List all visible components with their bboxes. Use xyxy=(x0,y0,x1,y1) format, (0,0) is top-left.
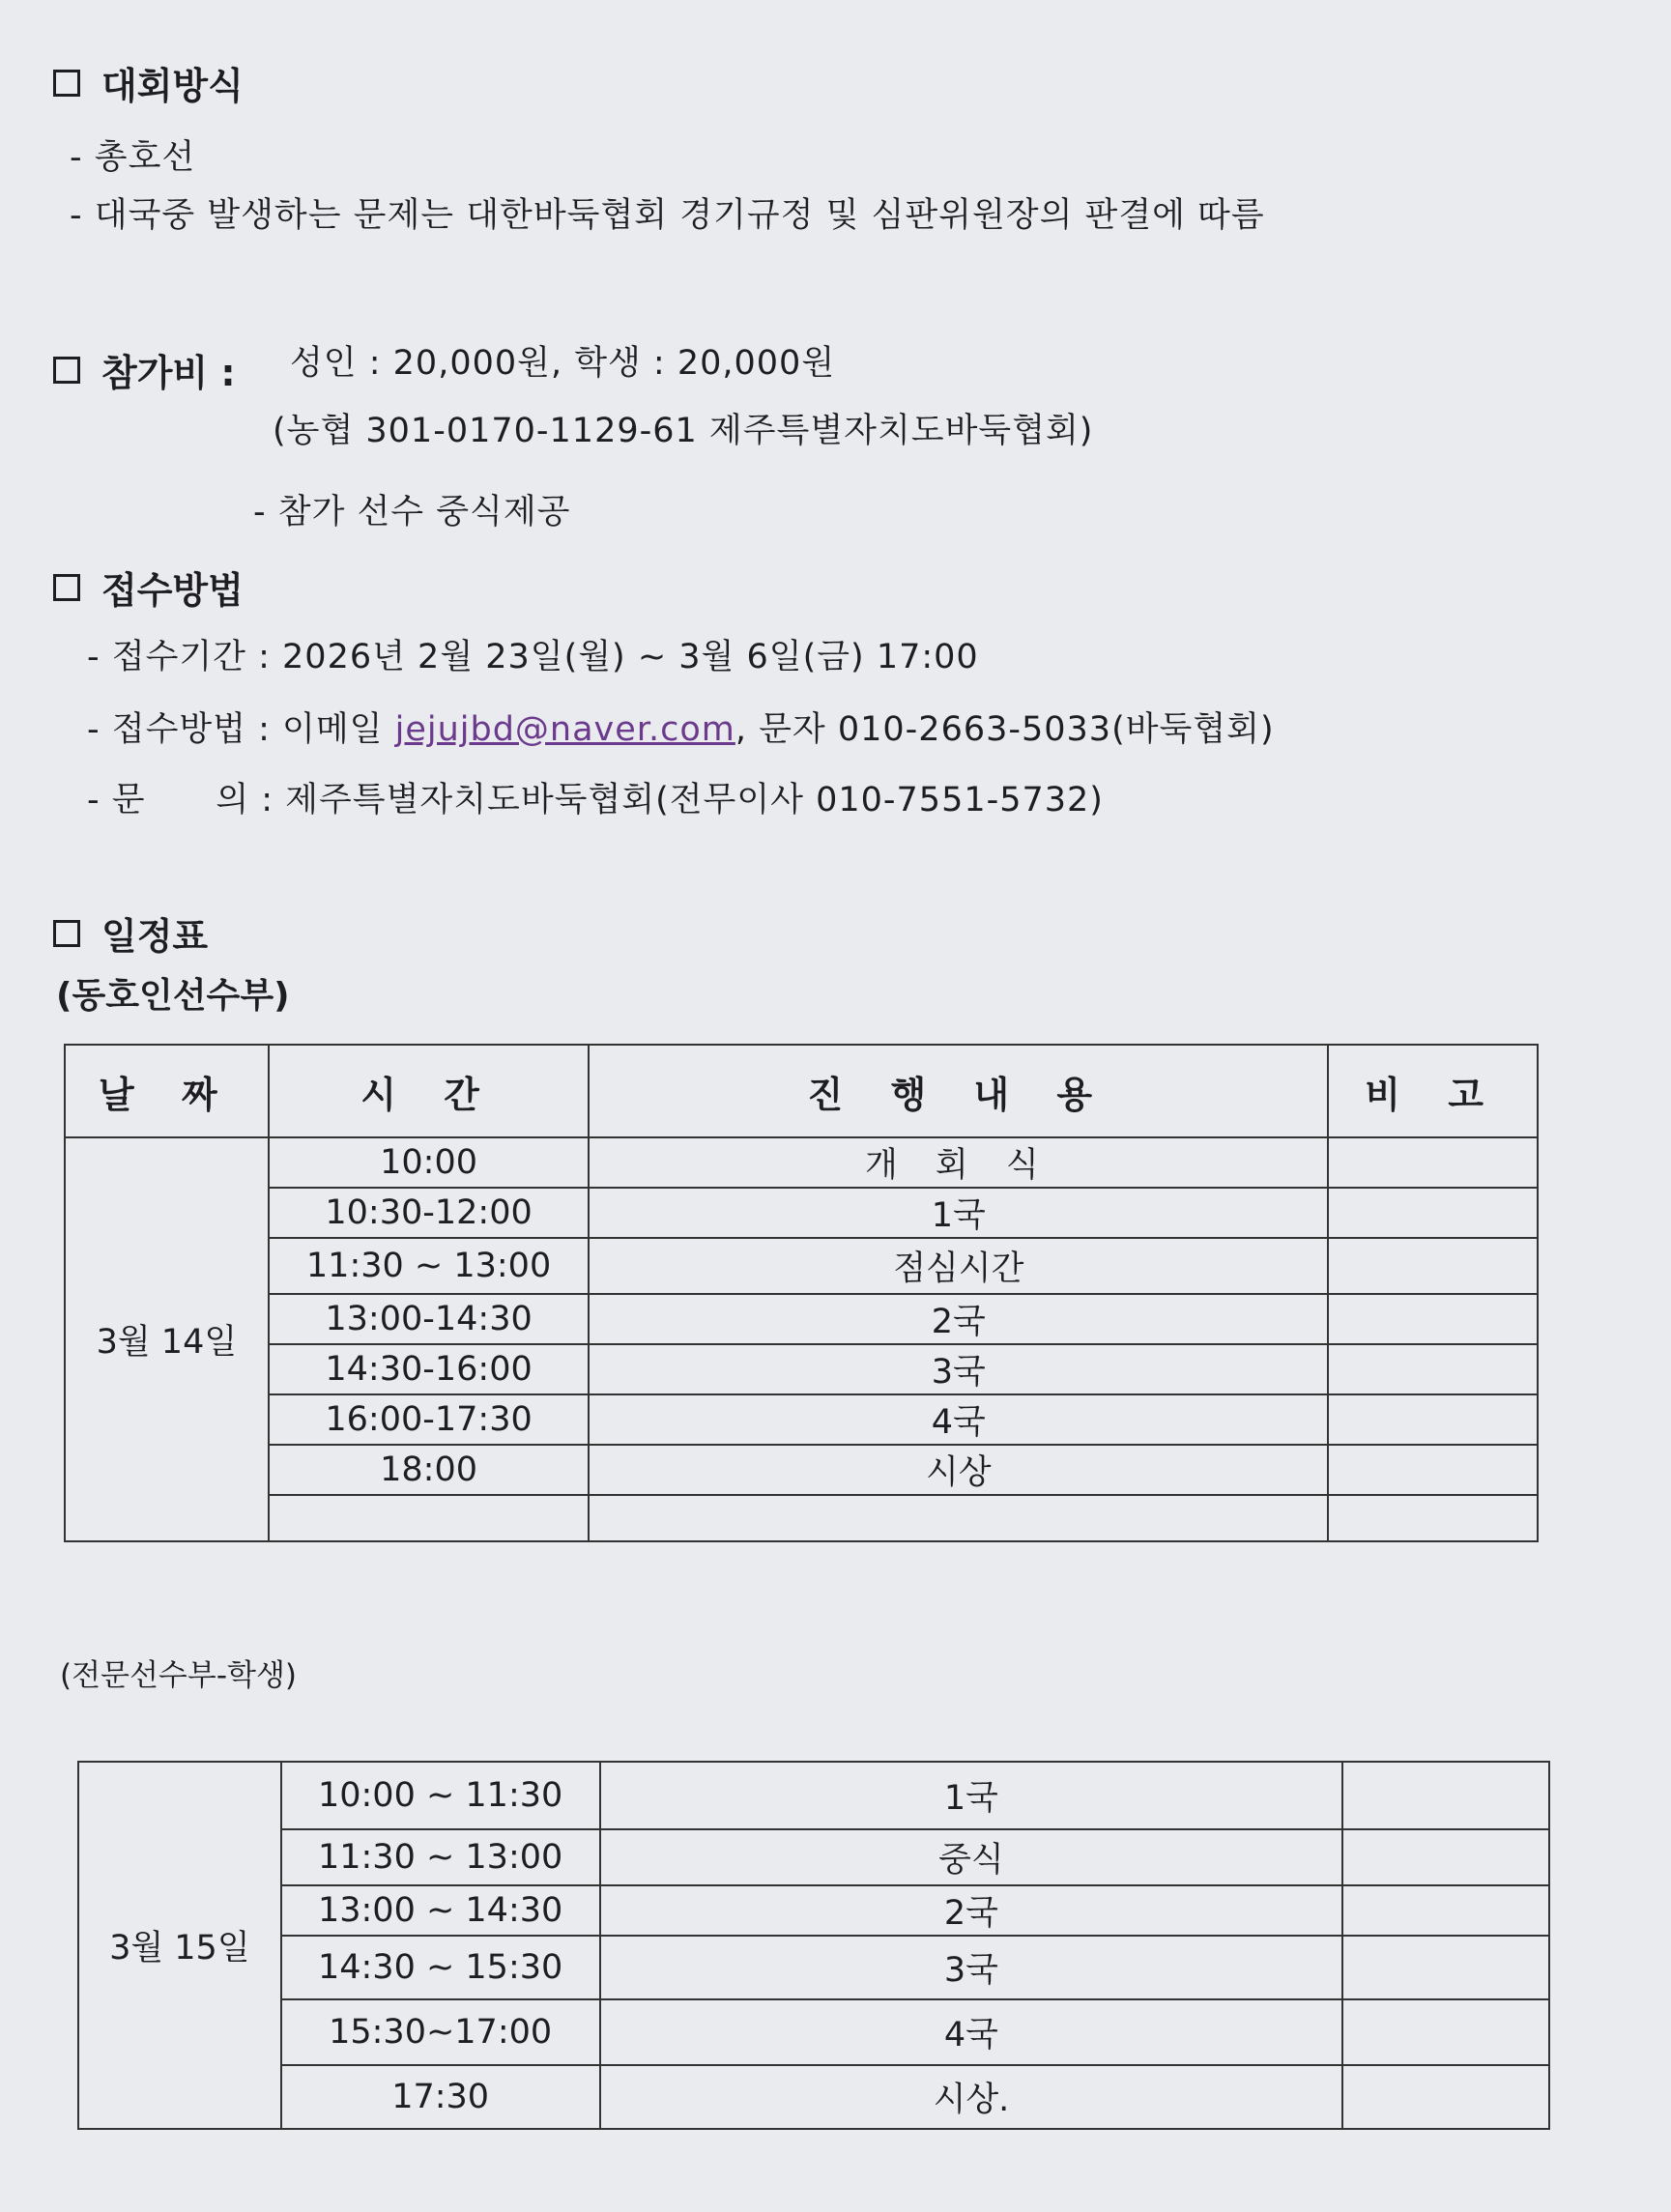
table-row xyxy=(65,1344,1538,1394)
content-cell xyxy=(589,1495,1328,1541)
time-cell: 10:30-12:00 xyxy=(269,1188,590,1238)
note-cell xyxy=(1342,1885,1549,1936)
checkbox-square-icon xyxy=(53,357,80,384)
time-cell: 13:00-14:30 xyxy=(269,1294,590,1344)
checkbox-square-icon xyxy=(53,574,80,601)
note-cell xyxy=(1342,2065,1549,2129)
content-cell: 2국 xyxy=(600,1885,1343,1936)
header-note: 비 고 xyxy=(1328,1045,1538,1137)
table-row xyxy=(65,1495,1538,1541)
time-cell: 18:00 xyxy=(269,1445,590,1495)
table-header-row xyxy=(65,1045,1538,1137)
table-row xyxy=(65,1445,1538,1495)
checkbox-square-icon xyxy=(53,70,80,97)
table-row xyxy=(65,1238,1538,1294)
section-schedule xyxy=(53,906,208,960)
email-link[interactable]: jejujbd@naver.com xyxy=(394,710,735,749)
content-cell: 시상. xyxy=(600,2065,1343,2129)
reception-method xyxy=(87,703,1275,751)
content-cell: 개 회 식 xyxy=(589,1137,1328,1188)
time-cell: 17:30 xyxy=(281,2065,600,2129)
date-cell: 3월 15일 xyxy=(78,1762,281,2129)
time-cell: 10:00 ~ 11:30 xyxy=(281,1762,600,1829)
note-cell xyxy=(1342,1999,1549,2065)
header-content: 진 행 내 용 xyxy=(589,1045,1328,1137)
checkbox-square-icon xyxy=(53,920,80,947)
note-cell xyxy=(1328,1495,1538,1541)
section-schedule-title: 일정표 xyxy=(101,915,209,958)
time-cell: 14:30-16:00 xyxy=(269,1344,590,1394)
time-cell: 15:30~17:00 xyxy=(281,1999,600,2065)
content-cell: 2국 xyxy=(589,1294,1328,1344)
table-row xyxy=(65,1294,1538,1344)
table-row xyxy=(78,1885,1549,1936)
table1-subtitle: (동호인선수부) xyxy=(56,976,290,1016)
fee-value: 성인 : 20,000원, 학생 : 20,000원 xyxy=(290,344,836,383)
time-cell: 11:30 ~ 13:00 xyxy=(281,1829,600,1885)
content-cell: 4국 xyxy=(600,1999,1343,2065)
content-cell: 4국 xyxy=(589,1394,1328,1445)
section-reception xyxy=(53,560,244,614)
note-cell xyxy=(1342,1762,1549,1829)
section-format xyxy=(53,56,244,109)
time-cell: 16:00-17:30 xyxy=(269,1394,590,1445)
section-fee-title: 참가비 : xyxy=(101,352,236,394)
note-cell xyxy=(1342,1829,1549,1885)
table-row xyxy=(78,1829,1549,1885)
content-cell: 3국 xyxy=(600,1936,1343,1999)
note-cell xyxy=(1342,1936,1549,1999)
table-row xyxy=(78,1762,1549,1829)
table-row xyxy=(65,1394,1538,1445)
time-cell: 13:00 ~ 14:30 xyxy=(281,1885,600,1936)
note-cell xyxy=(1328,1344,1538,1394)
time-cell xyxy=(269,1495,590,1541)
content-cell: 점심시간 xyxy=(589,1238,1328,1294)
note-cell xyxy=(1328,1238,1538,1294)
fee-account: (농협 301-0170-1129-61 제주특별자치도바둑협회) xyxy=(273,412,1094,450)
reception-method-suffix: , 문자 010-2663-5033(바둑협회) xyxy=(735,710,1275,749)
format-item-2: - 대국중 발생하는 문제는 대한바둑협회 경기규정 및 심판위원장의 판결에 따름 xyxy=(70,196,1265,235)
content-cell: 1국 xyxy=(589,1188,1328,1238)
date-cell: 3월 14일 xyxy=(65,1137,269,1541)
note-cell xyxy=(1328,1294,1538,1344)
table-row xyxy=(78,1999,1549,2065)
header-time: 시 간 xyxy=(269,1045,590,1137)
table-row xyxy=(78,2065,1549,2129)
header-date: 날 짜 xyxy=(65,1045,269,1137)
reception-inquiry: - 문 의 : 제주특별자치도바둑협회(전무이사 010-7551-5732) xyxy=(87,781,1104,819)
content-cell: 중식 xyxy=(600,1829,1343,1885)
section-fee xyxy=(53,343,236,396)
schedule-table-amateur xyxy=(64,1044,1539,1542)
section-reception-title: 접수방법 xyxy=(101,569,244,612)
table-row xyxy=(65,1137,1538,1188)
table2-subtitle: (전문선수부-학생) xyxy=(60,1658,297,1693)
time-cell: 10:00 xyxy=(269,1137,590,1188)
fee-note: - 참가 선수 중식제공 xyxy=(253,493,571,531)
note-cell xyxy=(1328,1445,1538,1495)
content-cell: 1국 xyxy=(600,1762,1343,1829)
content-cell: 시상 xyxy=(589,1445,1328,1495)
schedule-table-professional xyxy=(77,1761,1550,2130)
content-cell: 3국 xyxy=(589,1344,1328,1394)
time-cell: 11:30 ~ 13:00 xyxy=(269,1238,590,1294)
section-format-title: 대회방식 xyxy=(101,65,244,107)
reception-period: - 접수기간 : 2026년 2월 23일(월) ~ 3월 6일(금) 17:00 xyxy=(87,638,979,676)
table-row xyxy=(78,1936,1549,1999)
format-item-1: - 총호선 xyxy=(70,138,196,177)
note-cell xyxy=(1328,1137,1538,1188)
reception-method-prefix: - 접수방법 : 이메일 xyxy=(87,710,384,749)
table-row xyxy=(65,1188,1538,1238)
note-cell xyxy=(1328,1188,1538,1238)
time-cell: 14:30 ~ 15:30 xyxy=(281,1936,600,1999)
note-cell xyxy=(1328,1394,1538,1445)
